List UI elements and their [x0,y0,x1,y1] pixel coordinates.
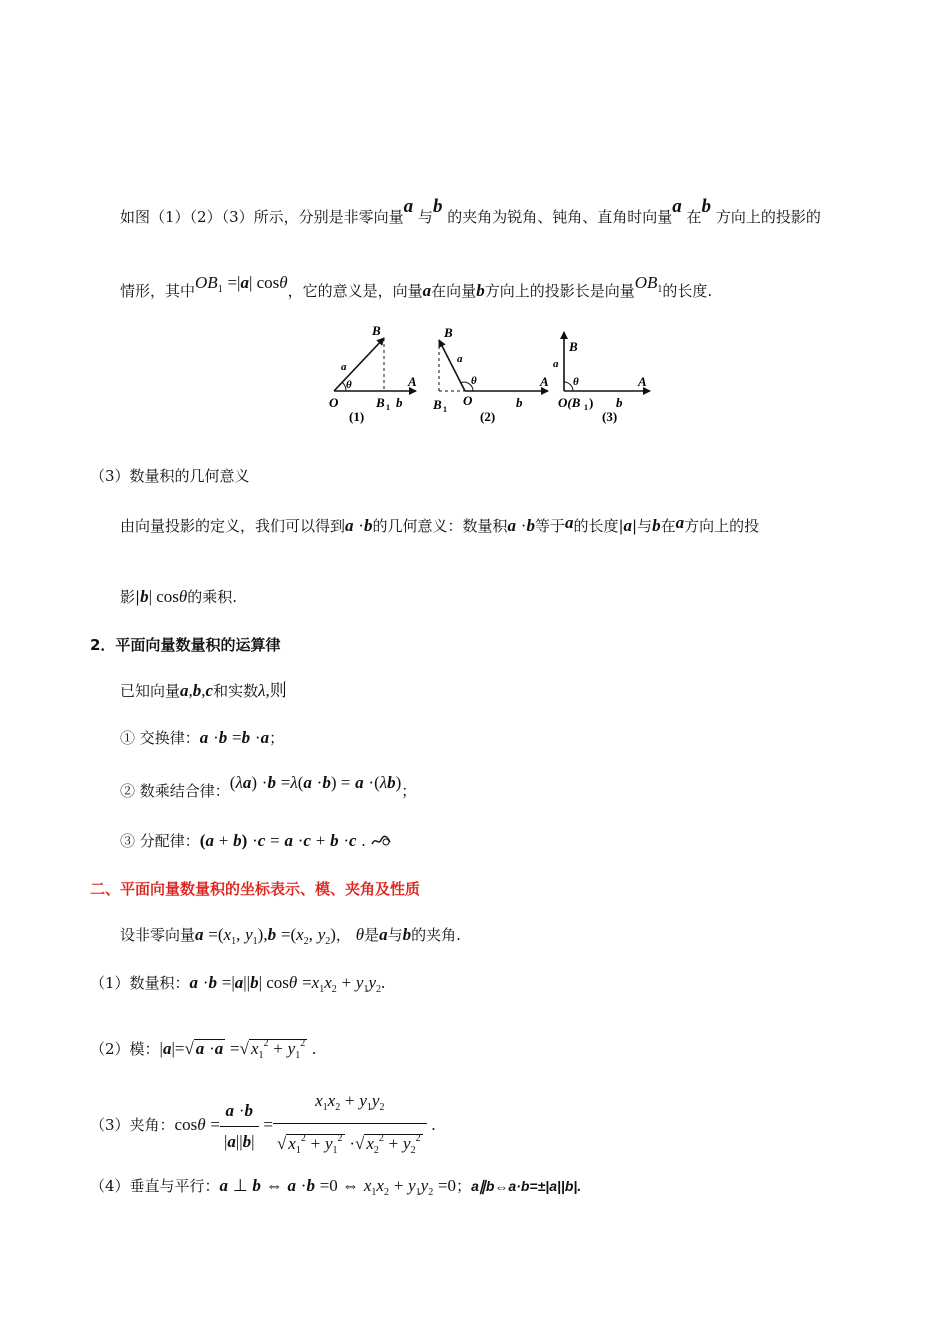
svg-text:a: a [341,361,347,373]
geo-line-2: 影|b| cosθ的乘积. [120,587,238,606]
svg-text:b: b [396,395,403,410]
svg-text:): ) [589,395,594,410]
svg-text:A: A [408,374,417,389]
svg-text:a: a [457,353,463,365]
svg-text:B: B [433,397,442,412]
intro-line-1: 如图（1）（2）（3）所示，分别是非零向量a 与b 的夹角为锐角、钝角、直角时向量a 在b 方向上的投影的 [120,196,821,226]
law-commutative: ① 交换律：a ·b =b ·a； [120,728,285,747]
svg-text:b: b [616,395,623,410]
svg-text:(1): (1) [349,409,365,424]
coord-dot-product: （1）数量积：a ·b =|a||b| $\cos\theta =x_1x_2 + y_1y_2$. [90,973,386,995]
laws-given: 已知向量a,b,c和实数λ,则 [120,681,287,700]
svg-text:B: B [444,325,453,340]
svg-text:θ: θ [346,379,352,391]
svg-text:O: O [329,395,339,410]
coord-modulus: （2）模：|a|=√ a ·a =√ $x_1^2 + y_1^2$ . [90,1038,317,1061]
svg-text:O(B: O(B [558,395,581,410]
svg-text:1: 1 [584,403,588,412]
law-distributive: ③ 分配律：(a + b) ·c = a ·c + b ·c . [120,830,392,852]
svg-text:B: B [376,395,385,410]
coord-angle: （3）夹角：cosθ = $\frac{a \cdot b}{|a||b|}$ = $\frac{x_1x_2 + y_1y_2}{√ x_1^2 + y_1^2 \cdot√ x_2^2 + y_2^2}$ . [90,1088,436,1164]
laws-heading: 2．平面向量数量积的运算律 [90,636,281,654]
svg-text:O: O [463,393,473,408]
angle-fraction-2: $\frac{x_1x_2 + y_1y_2}{√ x_1^2 + y_1^2 \cdot√ x_2^2 + y_2^2}$ [273,1088,427,1164]
geo-line-1: 由向量投影的定义，我们可以得到a ·b的几何意义：数量积a ·b等于a的长度|a|与b在a方向上的投 [120,513,760,535]
diagram-acute [329,323,417,424]
svg-text:A: A [540,374,549,389]
svg-text:B: B [372,323,381,338]
projection-diagram [320,318,660,430]
section-2-heading: 二、平面向量数量积的坐标表示、模、夹角及性质 [90,880,421,898]
geo-title: （3）数量积的几何意义 [90,467,250,485]
coord-perpendicular-parallel: （4）垂直与平行：a ⊥ b ⇔ a ·b =0 ⇔ $x_1x_2 + y_1y_2 =0$；a∥b⇔a·b=±|a||b|. [90,1176,582,1198]
angle-fraction-1: $\frac{a \cdot b}{|a||b|}$ [220,1098,259,1155]
scribble-mark [370,834,392,848]
svg-text:θ: θ [573,376,579,388]
svg-text:(3): (3) [602,409,618,424]
intro-line-2: 情形，其中$OB_1 =|a|$ cosθ，它的意义是，向量a在向量b方向上的投影长是向量$OB_1$的长度. [120,273,713,300]
svg-text:a: a [553,358,559,370]
coord-setup: 设非零向量$a =(x_1$, $y_1),b =(x_2$, $y_2$)， θ是a与b的夹角. [120,925,461,947]
svg-text:A: A [638,374,647,389]
diagram-right [553,332,650,424]
svg-text:θ: θ [471,375,477,387]
svg-text:B: B [569,339,578,354]
law-associative: ② 数乘结合律：(λa) ·b =λ(a ·b) = a ·(λb)； [120,773,417,800]
svg-text:(2): (2) [480,409,496,424]
svg-text:1: 1 [443,405,447,414]
formula-ob1: $OB_1 =|a|$ cosθ [195,273,288,295]
diagram-obtuse [432,325,549,424]
svg-text:b: b [516,395,523,410]
svg-text:1: 1 [386,403,390,412]
